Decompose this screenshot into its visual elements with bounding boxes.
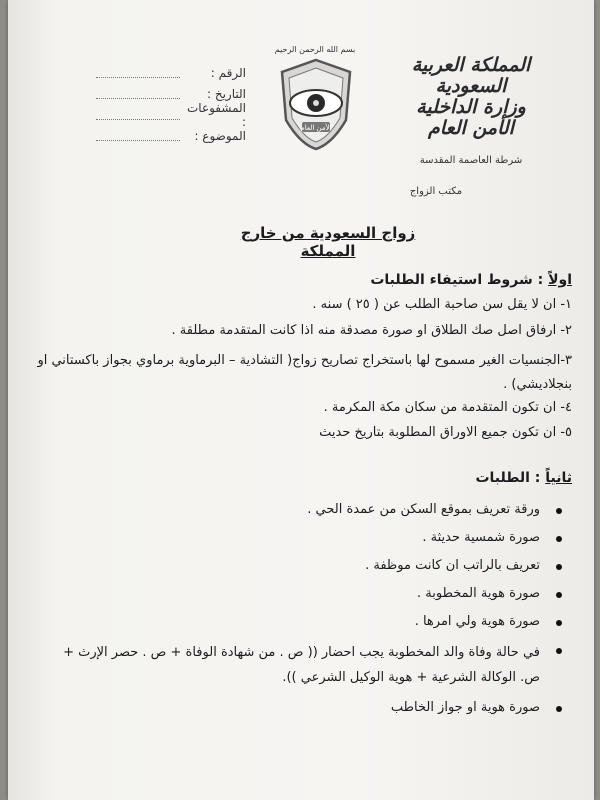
public-security-emblem-icon (266, 48, 366, 153)
field-label: المشفوعات : (186, 100, 246, 129)
section-ordinal: ثانياً (545, 470, 572, 486)
branch-name: شرطة العاصمة المقدسة (419, 155, 523, 166)
list-item-text: صورة هوية المخطوبة . (417, 586, 540, 601)
bullet-icon (556, 706, 562, 712)
field-subject (96, 125, 246, 146)
list-item (42, 584, 562, 604)
bullet-icon (556, 592, 562, 598)
list-item-text: صورة هوية او جواز الخاطب (390, 700, 540, 715)
document-page (8, 0, 594, 800)
emblem-text: الأمن العام (300, 124, 332, 132)
bullet-icon (556, 620, 562, 626)
document-title: زواج السعودية من خارج المملكة (240, 224, 416, 260)
blank-line (96, 109, 180, 120)
bullet-icon (556, 648, 562, 654)
condition-list (32, 349, 572, 397)
condition-list (32, 399, 572, 416)
condition-list (32, 296, 572, 313)
section-heading (32, 470, 572, 486)
basmala: بسم الله الرحمن الرحيم (274, 45, 356, 54)
list-item-text: صورة شمسية حديثة . (422, 530, 540, 545)
list-item: ٣-الجنسيات الغير مسموح لها باستخراج تصاريح زواج( التشادية – البرماوية برماوي بجواز باكستاني او بنجلاديشي) . (37, 353, 572, 392)
list-item: ١- ان لا يقل سن صاحبة الطلب عن ( ٢٥ ) سنه . (312, 297, 572, 312)
list-item (42, 612, 562, 632)
field-label: الرقم : (210, 65, 246, 80)
list-item-text: ورقة تعريف بموقع السكن من عمدة الحي . (307, 502, 540, 517)
condition-list (32, 424, 572, 441)
section-requirements (32, 470, 572, 486)
blank-line (96, 130, 180, 141)
list-item (42, 500, 562, 520)
section-title: : الطلبات (475, 470, 541, 486)
list-item (42, 640, 562, 690)
field-label: الموضوع : (194, 128, 246, 143)
list-item (42, 698, 562, 718)
list-item: ٥- ان تكون جميع الاوراق المطلوبة بتاريخ حديث (319, 425, 572, 440)
blank-line (96, 88, 180, 99)
section-heading (32, 272, 572, 288)
list-item-text: صورة هوية ولي امرها . (414, 614, 540, 629)
office-name: مكتب الزواج (409, 186, 463, 197)
reference-fields (96, 62, 246, 146)
kingdom-name: المملكة العربية السعودية (411, 54, 531, 97)
letterhead-right (376, 55, 566, 197)
bullet-icon (556, 564, 562, 570)
list-item-text: تعريف بالراتب ان كانت موظفة . (365, 558, 540, 573)
bullet-icon (556, 508, 562, 514)
list-item: ٢- ارفاق اصل صك الطلاق او صورة مصدقة منه اذا كانت المتقدمة مطلقة . (171, 323, 572, 338)
list-item (42, 528, 562, 548)
list-item (42, 556, 562, 576)
list-item-text: في حالة وفاة والد المخطوبة يجب احضار (( ص . من شهادة الوفاة + ص . حصر الإرث + ص. الوكالة الشرعية + هوية الوكيل الشرعي )). (63, 645, 540, 685)
field-number (96, 62, 246, 83)
bullet-icon (556, 536, 562, 542)
section-ordinal: اولاً (548, 272, 572, 288)
public-security-name: الأمن العام (428, 117, 514, 139)
section-title: : شروط استيفاء الطلبات (370, 272, 544, 288)
condition-list (32, 322, 572, 339)
list-item: ٤- ان تكون المتقدمة من سكان مكة المكرمة . (323, 400, 572, 415)
field-attachments (96, 100, 246, 129)
field-label: التاريخ : (206, 86, 246, 101)
section-conditions (32, 272, 572, 288)
ministry-name: وزارة الداخلية (416, 96, 526, 118)
requirements-list (42, 500, 572, 718)
blank-line (96, 67, 180, 78)
